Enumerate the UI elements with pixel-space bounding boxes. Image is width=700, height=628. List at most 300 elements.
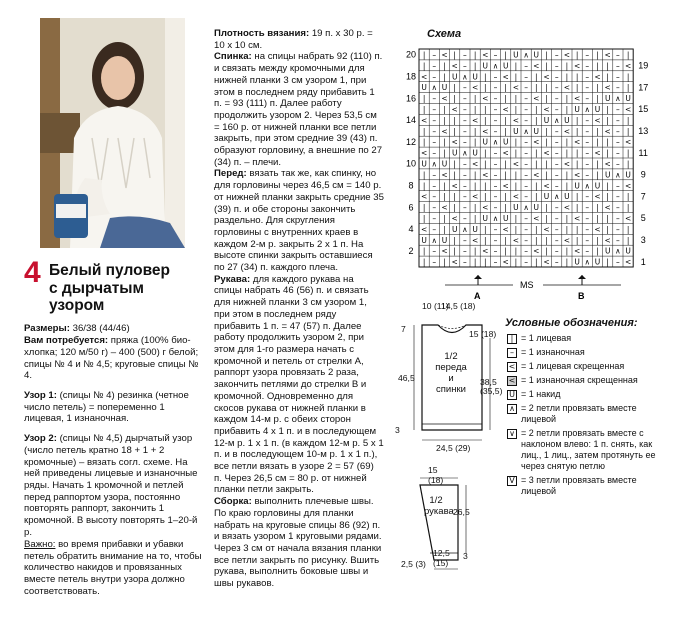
left-column-text	[24, 323, 204, 598]
chart-cell-symbol: |	[514, 257, 518, 267]
schema-title: Схема	[427, 28, 462, 40]
chart-cell-symbol: –	[463, 61, 467, 71]
chart-cell-symbol: –	[616, 235, 620, 245]
band-dim: 3	[395, 425, 400, 435]
front-top-mid-dim: 14,5 (18)	[441, 301, 476, 311]
chart-cell-symbol: –	[616, 83, 620, 93]
chart-cell-symbol: –	[585, 61, 590, 71]
chart-cell-symbol: –	[554, 203, 559, 213]
chart-cell-symbol: |	[473, 170, 477, 180]
chart-cell-symbol: <	[624, 181, 632, 191]
chart-cell-symbol: <	[533, 246, 540, 256]
chart-cell-symbol: <	[563, 159, 571, 169]
chart-cell-symbol: |	[473, 246, 477, 256]
chart-cell-symbol: |	[443, 105, 446, 115]
article-title	[49, 262, 199, 315]
chart-cell-symbol: <	[502, 148, 509, 158]
chart-cell-symbol: |	[443, 148, 446, 158]
chart-cell-symbol: |	[575, 203, 579, 213]
chart-cell-symbol: –	[585, 246, 590, 256]
chart-cell-symbol: <	[471, 235, 479, 245]
chart-cell-symbol: <	[420, 192, 428, 202]
chart-cell-symbol: |	[575, 83, 579, 93]
chart-cell-symbol: U	[604, 170, 611, 180]
legend-title: Условные обозначения:	[505, 317, 638, 329]
chart-cell-symbol: |	[443, 192, 446, 202]
legend-symbol: <	[508, 362, 516, 371]
chart-cell-symbol: |	[473, 126, 477, 136]
chart-cell-symbol: |	[504, 50, 507, 60]
chart-cell-symbol: |	[484, 72, 487, 82]
chart-cell-symbol: |	[606, 148, 609, 158]
model-photo-illustration	[40, 18, 185, 248]
chart-cell-symbol: <	[441, 203, 448, 213]
chart-cell-symbol: ∧	[584, 105, 591, 115]
chart-cell-symbol: U	[472, 72, 478, 82]
article-title-line2: с дырчатым узором	[49, 279, 144, 315]
chart-cell-symbol: |	[575, 192, 579, 202]
chart-cell-symbol: U	[441, 159, 448, 169]
chart-cell-symbol: |	[575, 126, 579, 136]
chart-cell-symbol: –	[524, 61, 528, 71]
legend-symbol: ∧	[507, 404, 517, 414]
chart-cell-symbol: ∧	[615, 246, 621, 256]
chart-cell-symbol: |	[535, 83, 538, 93]
chart-cell-symbol: <	[543, 181, 550, 191]
chart-cell-symbol: |	[504, 159, 507, 169]
gauge-paragraph: Плотность вязания: 19 п. х 30 р. = 10 х 10 см.	[214, 28, 373, 51]
chart-cell-symbol: |	[473, 137, 477, 147]
chart-cell-symbol: |	[545, 94, 548, 104]
chart-cell-symbol: |	[565, 94, 569, 104]
chart-cell-symbol: ∧	[462, 224, 468, 234]
chart-cell-symbol: |	[565, 246, 569, 256]
chart-cell-symbol: –	[524, 214, 528, 224]
chart-cell-symbol: <	[512, 83, 520, 93]
chart-cell-symbol: –	[616, 137, 620, 147]
chart-cell-symbol: U	[594, 181, 601, 191]
chart-cell-symbol: <	[502, 257, 509, 267]
chart-cell-symbol: <	[482, 126, 489, 136]
neck-front-dim: 7	[401, 324, 406, 334]
chart-cell-symbol: |	[606, 214, 609, 224]
chart-cell-symbol: –	[524, 115, 528, 125]
chart-cell-symbol: –	[585, 94, 590, 104]
chart-cell-symbol: –	[585, 126, 590, 136]
chart-cell-symbol: |	[606, 181, 609, 191]
pattern1-paragraph: Узор 1: (спицы № 4) резинка (четное число петель) = попеременно 1 лицевая, 1 изнаночная.	[24, 390, 189, 425]
chart-cell-symbol: –	[524, 105, 528, 115]
chart-cell-symbol: –	[463, 170, 467, 180]
chart-cell-symbol: –	[432, 72, 437, 82]
chart-cell-symbol: –	[463, 246, 467, 256]
chart-cell-symbol: –	[554, 137, 559, 147]
chart-cell-symbol: –	[554, 257, 559, 267]
chart-cell-symbol: |	[443, 115, 446, 125]
legend-item: ∧ = 2 петли провязать вместе лицевой	[507, 403, 672, 425]
chart-cell-symbol: <	[604, 83, 611, 93]
chart-cell-symbol: –	[463, 235, 467, 245]
chart-cell-symbol: |	[545, 61, 548, 71]
chart-cell-symbol: –	[585, 214, 590, 224]
chart-cell-symbol: –	[524, 192, 528, 202]
chart-cell-symbol: |	[626, 192, 630, 202]
chart-cell-symbol: |	[484, 105, 487, 115]
chart-cell-symbol: U	[604, 246, 611, 256]
chart-cell-symbol: U	[451, 148, 458, 158]
chart-cell-symbol: –	[493, 203, 498, 213]
chart-cell-symbol: |	[565, 257, 569, 267]
chart-cell-symbol: –	[432, 94, 437, 104]
chart-cell-symbol: |	[473, 50, 477, 60]
chart-cell-symbol: –	[463, 94, 467, 104]
chart-cell-symbol: –	[524, 170, 528, 180]
chart-cell-symbol: <	[604, 50, 611, 60]
chart-cell-symbol: U	[421, 83, 427, 93]
chart-cell-symbol: –	[585, 115, 590, 125]
chart-cell-symbol: –	[493, 224, 498, 234]
chart-cell-symbol: <	[420, 72, 428, 82]
chart-cell-symbol: |	[626, 72, 630, 82]
chart-cell-symbol: |	[504, 115, 507, 125]
chart-cell-symbol: |	[443, 72, 446, 82]
chart-cell-symbol: –	[432, 170, 437, 180]
chart-cell-symbol: |	[504, 235, 507, 245]
chart-cell-symbol: |	[535, 105, 538, 115]
chart-cell-symbol: |	[453, 192, 456, 202]
chart-cell-symbol: |	[596, 235, 599, 245]
chart-cell-symbol: |	[484, 115, 487, 125]
legend-item: ∨ = 2 петли провязать вместе с наклоном влево: 1 п. снять, как лиц., 1 лиц., затем протянуть ее через снятую петлю	[507, 428, 672, 472]
chart-cell-symbol: <	[573, 246, 581, 256]
chart-cell-symbol: |	[484, 235, 487, 245]
chart-cell-symbol: –	[463, 214, 467, 224]
chart-cell-symbol: <	[573, 94, 581, 104]
chart-cell-symbol: |	[606, 257, 609, 267]
chart-cell-symbol: –	[585, 192, 590, 202]
chart-cell-symbol: ∧	[523, 50, 529, 60]
chart-cell-symbol: <	[482, 170, 489, 180]
legend-item: – = 1 изнаночная	[507, 347, 672, 358]
sleeve-top-dim2: (18)	[428, 475, 444, 485]
chart-cell-symbol: |	[535, 72, 538, 82]
chart-cell-symbol: |	[473, 257, 477, 267]
chart-cell-symbol: |	[575, 72, 579, 82]
chart-cell-symbol: –	[432, 126, 437, 136]
chart-cell-symbol: <	[420, 115, 428, 125]
chart-cell-symbol: |	[514, 224, 518, 234]
chart-row-number: 18	[405, 71, 417, 82]
chart-cell-symbol: U	[625, 246, 631, 256]
chart-cell-symbol: |	[596, 50, 599, 60]
chart-cell-symbol: ∧	[431, 83, 438, 93]
legend-item: | = 1 лицевая	[507, 333, 672, 344]
ms-label: MS	[520, 280, 534, 290]
chart-cell-symbol: <	[471, 83, 479, 93]
chart-cell-symbol: |	[514, 61, 518, 71]
chart-cell-symbol: |	[443, 181, 446, 191]
chart-cell-symbol: ∧	[553, 192, 560, 202]
chart-cell-symbol: <	[482, 203, 489, 213]
chart-cell-symbol: U	[421, 235, 427, 245]
chart-cell-symbol: –	[585, 224, 590, 234]
chart-cell-symbol: |	[565, 137, 569, 147]
chart-cell-symbol: <	[573, 214, 581, 224]
chart-row-number: 15	[638, 104, 649, 115]
chart-cell-symbol: |	[596, 137, 599, 147]
chart-cell-symbol: –	[463, 126, 467, 136]
chart-cell-symbol: –	[463, 192, 467, 202]
chart-cell-symbol: –	[432, 148, 437, 158]
chart-cell-symbol: |	[575, 224, 579, 234]
chart-cell-symbol: <	[502, 105, 509, 115]
chart-cell-symbol: –	[554, 72, 559, 82]
chart-cell-symbol: –	[493, 50, 498, 60]
chart-cell-symbol: –	[585, 83, 590, 93]
chart-cell-symbol: –	[554, 148, 559, 158]
chart-cell-symbol: |	[514, 181, 518, 191]
chart-cell-symbol: –	[524, 257, 528, 267]
legend-symbol: |	[507, 334, 517, 344]
chart-cell-symbol: –	[463, 159, 467, 169]
chart-cell-symbol: |	[514, 105, 518, 115]
chart-cell-symbol: –	[493, 170, 498, 180]
chart-cell-symbol: |	[453, 159, 456, 169]
sleeve-height-dim: 26,5	[453, 507, 470, 517]
chart-cell-symbol: |	[596, 94, 599, 104]
sizes-paragraph: Размеры: 36/38 (44/46)	[24, 323, 130, 334]
chart-row-number: 6	[408, 202, 414, 213]
chart-cell-symbol: |	[626, 224, 630, 234]
chart-row-number: 5	[640, 213, 646, 224]
chart-cell-symbol: <	[624, 137, 632, 147]
chart-cell-symbol: U	[543, 115, 550, 125]
chart-cell-symbol: –	[616, 159, 620, 169]
chart-cell-symbol: <	[420, 148, 428, 158]
chart-cell-symbol: <	[543, 257, 550, 267]
chart-cell-symbol: |	[565, 72, 569, 82]
chart-cell-symbol: |	[606, 72, 609, 82]
chart-cell-symbol: <	[471, 115, 479, 125]
chart-cell-symbol: |	[545, 50, 548, 60]
chart-cell-symbol: |	[596, 246, 599, 256]
chart-cell-symbol: |	[596, 159, 599, 169]
front-top-left-dim: 10 (11)	[422, 301, 449, 311]
chart-cell-symbol: |	[545, 235, 548, 245]
chart-cell-symbol: U	[502, 214, 509, 224]
chart-cell-symbol: –	[432, 181, 437, 191]
arrow-a-label: A	[474, 291, 481, 301]
knitting-chart	[403, 43, 663, 279]
chart-cell-symbol: |	[535, 257, 538, 267]
chart-cell-symbol: –	[524, 181, 528, 191]
sleeve-bottom-dim: 12,5	[433, 548, 450, 558]
chart-cell-symbol: –	[554, 50, 559, 60]
chart-cell-symbol: |	[453, 246, 456, 256]
chart-cell-symbol: U	[513, 126, 519, 136]
chart-cell-symbol: |	[422, 61, 426, 71]
chart-cell-symbol: |	[443, 61, 446, 71]
chart-cell-symbol: U	[574, 105, 580, 115]
chart-cell-symbol: <	[441, 170, 448, 180]
chart-cell-symbol: <	[573, 170, 581, 180]
chart-cell-symbol: U	[482, 137, 489, 147]
chart-cell-symbol: |	[453, 83, 456, 93]
chart-cell-symbol: |	[453, 170, 456, 180]
chart-cell-symbol: ∧	[523, 203, 529, 213]
chart-cell-symbol: |	[565, 105, 569, 115]
chart-cell-symbol: |	[504, 83, 507, 93]
legend-symbol: V	[507, 476, 517, 486]
chart-cell-symbol: <	[533, 214, 540, 224]
chart-cell-symbol: |	[422, 181, 426, 191]
chart-cell-symbol: –	[616, 61, 620, 71]
chart-cell-symbol: –	[524, 137, 528, 147]
chart-cell-symbol: |	[422, 257, 426, 267]
chart-cell-symbol: |	[545, 203, 548, 213]
chart-cell-symbol: ∧	[492, 137, 499, 147]
chart-cell-symbol: U	[513, 50, 519, 60]
chart-cell-symbol: |	[453, 50, 456, 60]
chart-cell-symbol: –	[524, 159, 528, 169]
chart-cell-symbol: –	[616, 72, 620, 82]
chart-row-number: 12	[405, 136, 417, 147]
chart-cell-symbol: –	[554, 224, 559, 234]
chart-cell-symbol: –	[463, 203, 467, 213]
chart-cell-symbol: <	[563, 126, 571, 136]
chart-cell-symbol: U	[533, 126, 540, 136]
chart-cell-symbol: <	[543, 105, 550, 115]
chart-cell-symbol: |	[626, 148, 630, 158]
chart-cell-symbol: –	[493, 105, 498, 115]
chart-cell-symbol: <	[502, 181, 509, 191]
chart-cell-symbol: |	[484, 192, 487, 202]
chart-cell-symbol: U	[451, 224, 458, 234]
chart-cell-symbol: |	[535, 159, 538, 169]
chart-cell-symbol: |	[596, 203, 599, 213]
chart-cell-symbol: ∧	[462, 72, 468, 82]
chart-cell-symbol: |	[606, 105, 609, 115]
chart-cell-symbol: <	[604, 235, 611, 245]
chart-row-number: 13	[638, 126, 649, 137]
chart-cell-symbol: U	[533, 203, 540, 213]
middle-column-text	[214, 28, 384, 590]
chart-cell-symbol: |	[453, 115, 456, 125]
chart-row-number: 10	[405, 158, 417, 169]
chart-cell-symbol: |	[484, 257, 487, 267]
chart-cell-symbol: |	[514, 137, 518, 147]
chart-cell-symbol: –	[585, 170, 590, 180]
chart-cell-symbol: <	[624, 105, 632, 115]
chart-cell-symbol: <	[573, 61, 581, 71]
chart-cell-symbol: <	[624, 214, 632, 224]
sleeve-bottom-dim2: (15)	[433, 558, 449, 568]
chart-cell-symbol: |	[545, 246, 548, 256]
chart-cell-symbol: |	[453, 126, 456, 136]
chart-cell-symbol: U	[451, 72, 458, 82]
chart-cell-symbol: ∧	[615, 94, 621, 104]
chart-cell-symbol: U	[574, 257, 580, 267]
chart-cell-symbol: <	[441, 246, 448, 256]
chart-cell-symbol: ∧	[523, 126, 529, 136]
chart-cell-symbol: U	[543, 192, 550, 202]
chart-cell-symbol: |	[422, 126, 426, 136]
chart-cell-symbol: <	[512, 159, 520, 169]
chart-row-number: 16	[405, 93, 417, 104]
chart-cell-symbol: |	[443, 214, 446, 224]
chart-cell-symbol: –	[463, 257, 467, 267]
chart-cell-symbol: <	[502, 224, 509, 234]
chart-cell-symbol: |	[504, 94, 507, 104]
chart-cell-symbol: –	[432, 203, 437, 213]
chart-cell-symbol: |	[473, 94, 477, 104]
chart-cell-symbol: U	[594, 105, 601, 115]
chart-cell-symbol: |	[626, 203, 630, 213]
chart-cell-symbol: ∧	[431, 235, 438, 245]
chart-cell-symbol: –	[524, 224, 528, 234]
chart-cell-symbol: <	[543, 148, 550, 158]
chart-cell-symbol: –	[616, 203, 620, 213]
chart-cell-symbol: |	[545, 170, 548, 180]
legend-item: V = 3 петли провязать вместе лицевой	[507, 475, 672, 497]
chart-cell-symbol: –	[554, 94, 559, 104]
chart-cell-symbol: |	[565, 148, 569, 158]
chart-cell-symbol: |	[606, 137, 609, 147]
chart-cell-symbol: <	[512, 192, 520, 202]
sleeve-band-right-dim: 3	[463, 551, 468, 561]
chart-cell-symbol: –	[554, 214, 559, 224]
chart-cell-symbol: <	[451, 105, 458, 115]
chart-cell-symbol: |	[535, 235, 538, 245]
chart-cell-symbol: –	[554, 181, 559, 191]
chart-cell-symbol: <	[573, 137, 581, 147]
chart-cell-symbol: |	[535, 224, 538, 234]
legend-symbol: ∨	[507, 429, 517, 439]
chart-cell-symbol: –	[463, 181, 467, 191]
chart-cell-symbol: |	[514, 148, 518, 158]
chart-cell-symbol: |	[422, 137, 426, 147]
chart-cell-symbol: <	[482, 94, 489, 104]
chart-cell-symbol: –	[585, 72, 590, 82]
chart-cell-symbol: ∧	[584, 181, 591, 191]
chart-row-number: 4	[408, 224, 414, 235]
chart-cell-symbol: –	[616, 126, 620, 136]
chart-cell-symbol: U	[574, 181, 580, 191]
chart-row-number: 2	[408, 245, 414, 256]
chart-cell-symbol: <	[502, 72, 509, 82]
legend-symbol: –	[507, 348, 517, 358]
chart-cell-symbol: |	[422, 94, 426, 104]
width-dim: 24,5 (29)	[436, 443, 471, 453]
back-paragraph: Спинка: на спицы набрать 92 (110) п. и связать между кромочными для нижней планки 3 см узором 1, при этом в последнем ряду прибавить 1 п. = 93 (111) п. Далее работу продолжить узором 2. Через 53,5 см = 160 р. от нижней планки все петли закрыть, при этом средние 39 (43) п. образуют горловину, а внешние по 27 (34) п. – плечи.	[214, 51, 383, 168]
chart-cell-symbol: |	[504, 246, 507, 256]
chart-cell-symbol: |	[535, 192, 538, 202]
chart-cell-symbol: U	[441, 83, 448, 93]
chart-cell-symbol: –	[554, 61, 559, 71]
chart-cell-symbol: –	[432, 257, 437, 267]
chart-cell-symbol: <	[624, 61, 632, 71]
chart-cell-symbol: |	[575, 235, 579, 245]
chart-row-number: 9	[640, 169, 646, 180]
chart-cell-symbol: –	[585, 159, 590, 169]
materials-paragraph: Вам потребуется: пряжа (100% био-хлопка; 120 м/50 г) – 400 (500) г белой; спицы № 4 и № 4,5; круговые спицы № 4.	[24, 335, 199, 382]
chart-cell-symbol: |	[535, 115, 538, 125]
pattern2-paragraph: Узор 2: (спицы № 4,5) дырчатый узор (число петель кратно 18 + 1 + 2 кромочные) – вязать согл. схеме. На ней приведены лицевые и изнаночные ряды. Начать 1 кромочной и петлей перед раппортом узора, постоянно повторять раппорт, закончить 1 кромочной. В высоту повторять 1–20-й р.	[24, 433, 198, 538]
legend-item: U = 1 накид	[507, 389, 672, 400]
chart-cell-symbol: U	[482, 61, 489, 71]
chart-cell-symbol: ∧	[462, 148, 468, 158]
chart-cell-symbol: –	[616, 115, 620, 125]
